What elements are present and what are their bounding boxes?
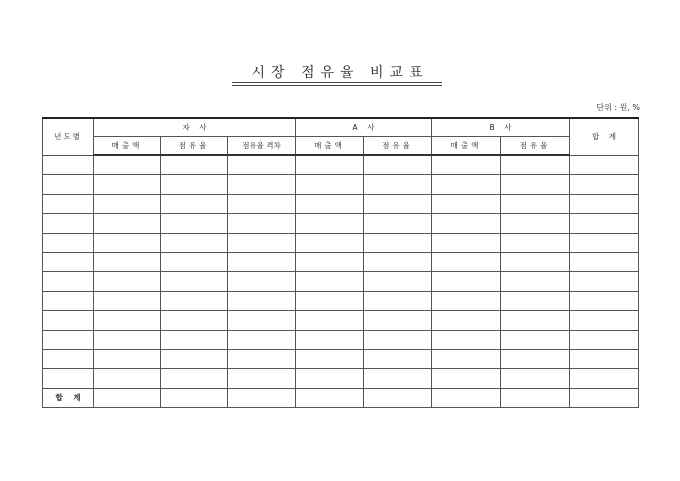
table-cell[interactable] bbox=[501, 311, 570, 330]
table-cell[interactable] bbox=[296, 349, 364, 368]
table-cell[interactable] bbox=[43, 272, 94, 291]
table-row bbox=[43, 233, 639, 252]
table-cell[interactable] bbox=[228, 175, 296, 194]
table-cell[interactable] bbox=[570, 388, 639, 407]
table-cell[interactable] bbox=[501, 214, 570, 233]
table-row bbox=[43, 194, 639, 213]
table-cell[interactable] bbox=[296, 369, 364, 388]
table-cell[interactable] bbox=[364, 155, 432, 175]
total-row bbox=[43, 388, 639, 407]
table-cell[interactable] bbox=[296, 291, 364, 310]
table-cell[interactable] bbox=[296, 330, 364, 349]
table-cell[interactable] bbox=[364, 311, 432, 330]
table-cell[interactable] bbox=[296, 214, 364, 233]
table-cell[interactable] bbox=[570, 214, 639, 233]
table-cell[interactable] bbox=[43, 155, 94, 175]
header-self-share: 점유율 bbox=[161, 137, 228, 156]
table-cell[interactable] bbox=[432, 175, 501, 194]
table-cell[interactable] bbox=[501, 330, 570, 349]
table-cell[interactable] bbox=[296, 233, 364, 252]
table-cell[interactable] bbox=[296, 311, 364, 330]
table-cell[interactable] bbox=[432, 252, 501, 271]
table-cell[interactable] bbox=[94, 272, 161, 291]
table-cell[interactable] bbox=[94, 155, 161, 175]
header-self-share-gap: 점유율 격차 bbox=[228, 137, 296, 156]
table-row bbox=[43, 252, 639, 271]
header-b-share: 점유율 bbox=[501, 137, 570, 156]
table-cell[interactable] bbox=[94, 233, 161, 252]
table-cell[interactable] bbox=[43, 194, 94, 213]
header-self-sales: 매출액 bbox=[94, 137, 161, 156]
table-cell[interactable] bbox=[161, 252, 228, 271]
table-cell[interactable] bbox=[228, 194, 296, 213]
table-cell[interactable] bbox=[570, 272, 639, 291]
table-cell[interactable] bbox=[228, 272, 296, 291]
table-cell[interactable] bbox=[501, 272, 570, 291]
table-cell[interactable] bbox=[364, 233, 432, 252]
table-cell[interactable] bbox=[94, 311, 161, 330]
table-cell[interactable] bbox=[228, 233, 296, 252]
table-cell[interactable] bbox=[94, 175, 161, 194]
table-cell[interactable] bbox=[570, 349, 639, 368]
table-cell[interactable] bbox=[161, 214, 228, 233]
table-row bbox=[43, 272, 639, 291]
table-cell[interactable] bbox=[228, 388, 296, 407]
header-company-self: 자 사 bbox=[94, 118, 296, 137]
table-cell[interactable] bbox=[228, 252, 296, 271]
header-a-sales: 매출액 bbox=[296, 137, 364, 156]
table-cell[interactable] bbox=[94, 349, 161, 368]
table-cell[interactable] bbox=[570, 194, 639, 213]
table-cell[interactable] bbox=[94, 194, 161, 213]
table-cell[interactable] bbox=[161, 272, 228, 291]
total-row-label: 합 계 bbox=[43, 388, 94, 407]
table-cell[interactable] bbox=[570, 291, 639, 310]
table-cell[interactable] bbox=[296, 175, 364, 194]
table-cell[interactable] bbox=[228, 369, 296, 388]
table-cell[interactable] bbox=[501, 291, 570, 310]
table-cell[interactable] bbox=[432, 388, 501, 407]
table-cell[interactable] bbox=[43, 175, 94, 194]
table-cell[interactable] bbox=[94, 291, 161, 310]
table-cell[interactable] bbox=[161, 330, 228, 349]
market-share-table bbox=[42, 117, 639, 408]
table-cell[interactable] bbox=[43, 214, 94, 233]
table-cell[interactable] bbox=[501, 194, 570, 213]
table-row bbox=[43, 214, 639, 233]
table-cell[interactable] bbox=[432, 330, 501, 349]
table-cell[interactable] bbox=[364, 330, 432, 349]
table-row bbox=[43, 311, 639, 330]
table-cell[interactable] bbox=[432, 349, 501, 368]
table-cell[interactable] bbox=[432, 311, 501, 330]
table-cell[interactable] bbox=[570, 252, 639, 271]
table-row bbox=[43, 175, 639, 194]
header-b-sales: 매출액 bbox=[432, 137, 501, 156]
table-cell[interactable] bbox=[364, 194, 432, 213]
table-cell[interactable] bbox=[94, 369, 161, 388]
table-cell[interactable] bbox=[570, 175, 639, 194]
table-cell[interactable] bbox=[501, 175, 570, 194]
table-row bbox=[43, 369, 639, 388]
header-row-2 bbox=[43, 137, 639, 156]
table-cell[interactable] bbox=[432, 194, 501, 213]
table-cell[interactable] bbox=[432, 272, 501, 291]
table-cell[interactable] bbox=[43, 252, 94, 271]
table-cell[interactable] bbox=[296, 272, 364, 291]
table-cell[interactable] bbox=[364, 214, 432, 233]
table-cell[interactable] bbox=[228, 155, 296, 175]
table-cell[interactable] bbox=[161, 388, 228, 407]
table-cell[interactable] bbox=[43, 349, 94, 368]
table-cell[interactable] bbox=[161, 194, 228, 213]
table-cell[interactable] bbox=[161, 349, 228, 368]
table-cell[interactable] bbox=[43, 330, 94, 349]
table-cell[interactable] bbox=[161, 233, 228, 252]
header-company-b: B 사 bbox=[432, 118, 570, 137]
table-cell[interactable] bbox=[364, 369, 432, 388]
table-cell[interactable] bbox=[296, 388, 364, 407]
unit-label: 단위 : 원, % bbox=[596, 103, 640, 112]
table-cell[interactable] bbox=[228, 214, 296, 233]
table-cell[interactable] bbox=[161, 311, 228, 330]
table-cell[interactable] bbox=[43, 291, 94, 310]
table-cell[interactable] bbox=[364, 291, 432, 310]
title-underline-top bbox=[232, 82, 442, 83]
document-title: 시장 점유율 비교표 bbox=[251, 65, 429, 81]
table-cell[interactable] bbox=[228, 330, 296, 349]
table-cell[interactable] bbox=[432, 233, 501, 252]
table-cell[interactable] bbox=[94, 214, 161, 233]
table-row bbox=[43, 349, 639, 368]
table-cell[interactable] bbox=[364, 175, 432, 194]
table-cell[interactable] bbox=[296, 194, 364, 213]
table-cell[interactable] bbox=[364, 252, 432, 271]
table-cell[interactable] bbox=[161, 175, 228, 194]
table-cell[interactable] bbox=[94, 252, 161, 271]
table-cell[interactable] bbox=[94, 388, 161, 407]
table-cell[interactable] bbox=[296, 155, 364, 175]
table-cell[interactable] bbox=[570, 155, 639, 175]
table-cell[interactable] bbox=[501, 388, 570, 407]
table-cell[interactable] bbox=[501, 155, 570, 175]
table-cell[interactable] bbox=[43, 233, 94, 252]
header-company-a: A 사 bbox=[296, 118, 432, 137]
table-cell[interactable] bbox=[570, 311, 639, 330]
title-underline-bottom bbox=[232, 85, 442, 86]
table-cell[interactable] bbox=[161, 291, 228, 310]
header-row-1 bbox=[43, 118, 639, 137]
table-cell[interactable] bbox=[364, 388, 432, 407]
header-total: 합 계 bbox=[570, 118, 639, 155]
table-cell[interactable] bbox=[364, 272, 432, 291]
table-cell[interactable] bbox=[570, 330, 639, 349]
table-cell[interactable] bbox=[570, 233, 639, 252]
table-cell[interactable] bbox=[432, 214, 501, 233]
table-cell[interactable] bbox=[432, 291, 501, 310]
table-row bbox=[43, 330, 639, 349]
table-cell[interactable] bbox=[501, 349, 570, 368]
table-cell[interactable] bbox=[296, 252, 364, 271]
header-a-share: 점유율 bbox=[364, 137, 432, 156]
table-cell[interactable] bbox=[228, 291, 296, 310]
table-cell[interactable] bbox=[43, 311, 94, 330]
table-cell[interactable] bbox=[228, 311, 296, 330]
table-cell[interactable] bbox=[570, 369, 639, 388]
table-cell[interactable] bbox=[432, 369, 501, 388]
table-cell[interactable] bbox=[501, 233, 570, 252]
table-cell[interactable] bbox=[43, 369, 94, 388]
table-row bbox=[43, 291, 639, 310]
table-cell[interactable] bbox=[94, 330, 161, 349]
table-cell[interactable] bbox=[501, 369, 570, 388]
table-cell[interactable] bbox=[161, 369, 228, 388]
table-cell[interactable] bbox=[364, 349, 432, 368]
table-cell[interactable] bbox=[501, 252, 570, 271]
table-cell[interactable] bbox=[432, 155, 501, 175]
table-row bbox=[43, 155, 639, 175]
table-cell[interactable] bbox=[161, 155, 228, 175]
table-cell[interactable] bbox=[228, 349, 296, 368]
header-year: 년도별 bbox=[43, 118, 94, 155]
